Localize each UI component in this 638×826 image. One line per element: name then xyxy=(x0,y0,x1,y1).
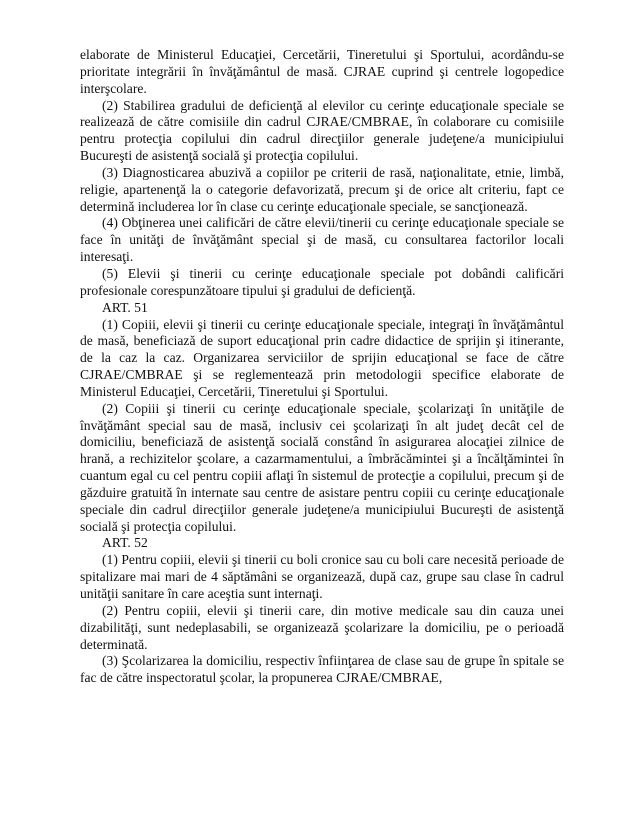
document-page xyxy=(80,47,564,687)
paragraph-art52-3: (3) Şcolarizarea la domiciliu, respectiv înfiinţarea de clase sau de grupe în spitale se fac de către inspectoratul şcolar, la propunerea CJRAE/CMBRAE, xyxy=(80,653,564,686)
paragraph-art50-4: (4) Obţinerea unei calificări de către elevii/tinerii cu cerinţe educaţionale speciale se face în unităţi de învăţământ special şi de masă, cu consultarea factorilor locali interesaţi. xyxy=(80,215,564,265)
paragraph-art52-1: (1) Pentru copiii, elevii şi tinerii cu boli cronice sau cu boli care necesită perioade de spitalizare mai mari de 4 săptămâni se organizează, după caz, grupe sau clase în cadrul unităţii sanitare în care aceştia sunt internaţi. xyxy=(80,552,564,601)
paragraph-art51-2: (2) Copiii şi tinerii cu cerinţe educaţionale speciale, şcolarizaţi în unităţile de învăţământ special sau de masă, inclusiv cei şcolarizaţi în alt judeţ decât cel de domiciliu, beneficiază de asistenţă socială constând în asigurarea alocaţiei zilnice de hrană, a rechizitelor şcolare, a cazarmamentului, a îmbrăcămintei şi a încălţămintei în cuantum egal cu cel pentru copiii aflaţi în sistemul de protecţie a copilului, precum şi de găzduire gratuită în internate sau centre de asistare pentru copiii cu cerinţe educaţionale speciale din cadrul direcţiilor generale judeţene/a municipiului Bucureşti de asistenţă socială şi protecţia copilului. xyxy=(80,400,564,534)
article-heading-51: ART. 51 xyxy=(102,299,148,315)
paragraph-art52-2: (2) Pentru copiii, elevii şi tinerii care, din motive medicale sau din cauza unei dizabilităţi, sunt nedeplasabili, se organizează şcolarizare la domiciliu, pe o perioadă determinată. xyxy=(80,602,564,652)
article-heading-52: ART. 52 xyxy=(102,535,148,551)
paragraph-art50-3: (3) Diagnosticarea abuzivă a copiilor pe criterii de rasă, naţionalitate, etnie, limbă, religie, apartenenţă la o categorie defavorizată, precum şi de orice alt criteriu, fapt ce determină includerea lor în clase cu cerinţe educaţionale speciale, se sancţionează. xyxy=(80,164,564,214)
paragraph-continuation: elaborate de Ministerul Educaţiei, Cercetării, Tineretului şi Sportului, acordându-se prioritate integrării în învăţământul de masă. CJRAE cuprind şi centrele logopedice interşcolare. xyxy=(80,47,564,96)
paragraph-art50-5: (5) Elevii şi tinerii cu cerinţe educaţionale speciale pot dobândi calificări profesionale corespunzătoare tipului şi gradului de deficienţă. xyxy=(80,265,564,298)
paragraph-art51-1: (1) Copiii, elevii şi tinerii cu cerinţe educaţionale speciale, integraţi în învăţământul de masă, beneficiază de suport educaţional prin cadre didactice de sprijin şi itinerante, de la caz la caz. Organizarea serviciilor de sprijin educaţional se face de către CJRAE/CMBRAE şi se reglementează prin metodologii specifice elaborate de Ministerul Educaţiei, Cercetării, Tineretului şi Sportului. xyxy=(80,316,564,399)
paragraph-art50-2: (2) Stabilirea gradului de deficienţă al elevilor cu cerinţe educaţionale speciale se realizează de către comisiile din cadrul CJRAE/CMBRAE, în colaborare cu comisiile pentru protecţia copilului din cadrul direcţiilor generale judeţene/a municipiului Bucureşti de asistenţă socială şi protecţia copilului. xyxy=(80,97,564,164)
